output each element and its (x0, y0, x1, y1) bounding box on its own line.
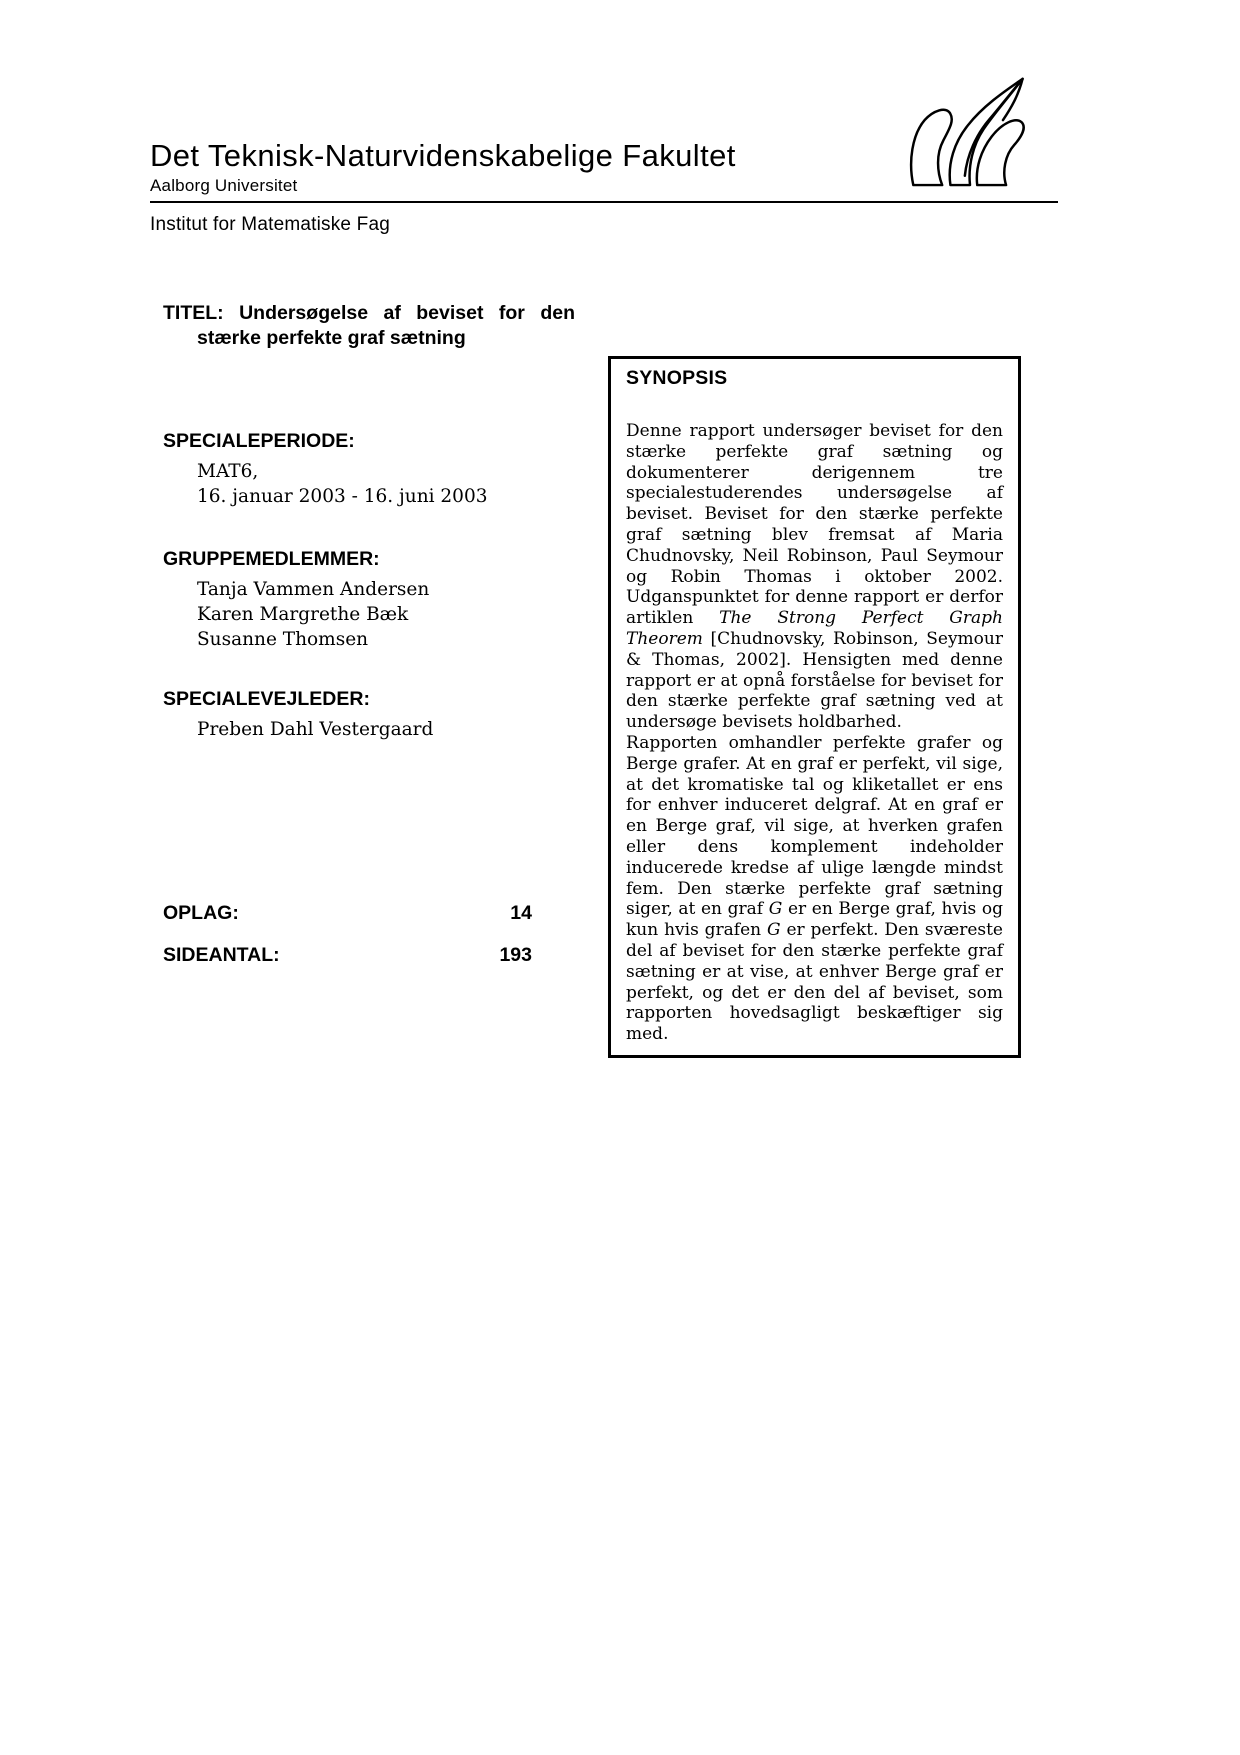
oplag-value: 14 (510, 902, 532, 924)
stat-sideantal (163, 944, 532, 967)
synopsis-box (608, 356, 1021, 1058)
stat-oplag (163, 902, 532, 925)
institute-name: Institut for Matematiske Fag (150, 214, 391, 235)
title-block (163, 301, 575, 351)
section-gruppemedlemmer (163, 548, 429, 652)
title-line-2: stærke perfekte graf sætning (197, 327, 466, 349)
title-text: Undersøgelse af beviset for den (239, 302, 575, 324)
synopsis-title: SYNOPSIS (626, 367, 728, 389)
aau-wave-logo-icon (903, 68, 1037, 198)
title-label: TITEL: (163, 302, 224, 324)
header-rule (150, 201, 1058, 203)
sideantal-value: 193 (499, 944, 532, 966)
section-specialevejleder (163, 688, 433, 742)
specialeperiode-line: MAT6, (197, 461, 259, 482)
specialeperiode-line: 16. januar 2003 - 16. juni 2003 (197, 486, 488, 507)
section-specialeperiode (163, 430, 488, 509)
group-member: Karen Margrethe Bæk (197, 604, 409, 625)
synopsis-paragraph: Rapporten omhandler perfekte grafer og Berge grafer. At en graf er perfekt, vil sige, at det kromatiske tal og kliketallet er ens for enhver induceret delgraf. At en graf er en Berge graf, vil sige, at hverken grafen eller dens komplement indeholder inducerede kredse af ulige længde mindst fem. Den stærke perfekte graf sætning siger, at en graf G er en Berge graf, hvis og kun hvis grafen G er perfekt. Den sværeste del af beviset for den stærke perfekte graf sætning er at vise, at enhver Berge graf er perfekt, og det er den del af beviset, som rapporten hovedsagligt beskæftiger sig med. (626, 732, 1003, 1045)
sideantal-label: SIDEANTAL: (163, 944, 280, 966)
synopsis-paragraph: Denne rapport undersøger beviset for den stærke perfekte graf sætning og dokumenterer derigennem tre specialestuderendes undersøgelse af beviset. Beviset for den stærke perfekte graf sætning blev fremsat af Maria Chudnovsky, Neil Robinson, Paul Seymour og Robin Thomas i oktober 2002. Udganspunktet for denne rapport er derfor artiklen The Strong Perfect Graph Theorem [Chudnovsky, Robinson, Seymour & Thomas, 2002]. Hensigten med denne rapport er at opnå forståelse for beviset for den stærke perfekte graf sætning ved at undersøge bevisets holdbarhed. (626, 421, 1003, 733)
gruppemedlemmer-label: GRUPPEMEDLEMMER: (163, 548, 380, 570)
specialevejleder-label: SPECIALEVEJLEDER: (163, 688, 370, 710)
synopsis-body (626, 421, 1003, 1045)
group-member: Susanne Thomsen (197, 629, 369, 650)
specialeperiode-label: SPECIALEPERIODE: (163, 430, 355, 452)
university-name: Aalborg Universitet (150, 176, 298, 195)
oplag-label: OPLAG: (163, 902, 239, 924)
faculty-name: Det Teknisk-Naturvidenskabelige Fakultet (150, 138, 736, 173)
group-member: Tanja Vammen Andersen (197, 579, 430, 600)
supervisor-name: Preben Dahl Vestergaard (197, 719, 434, 740)
title-line-1 (163, 301, 575, 326)
